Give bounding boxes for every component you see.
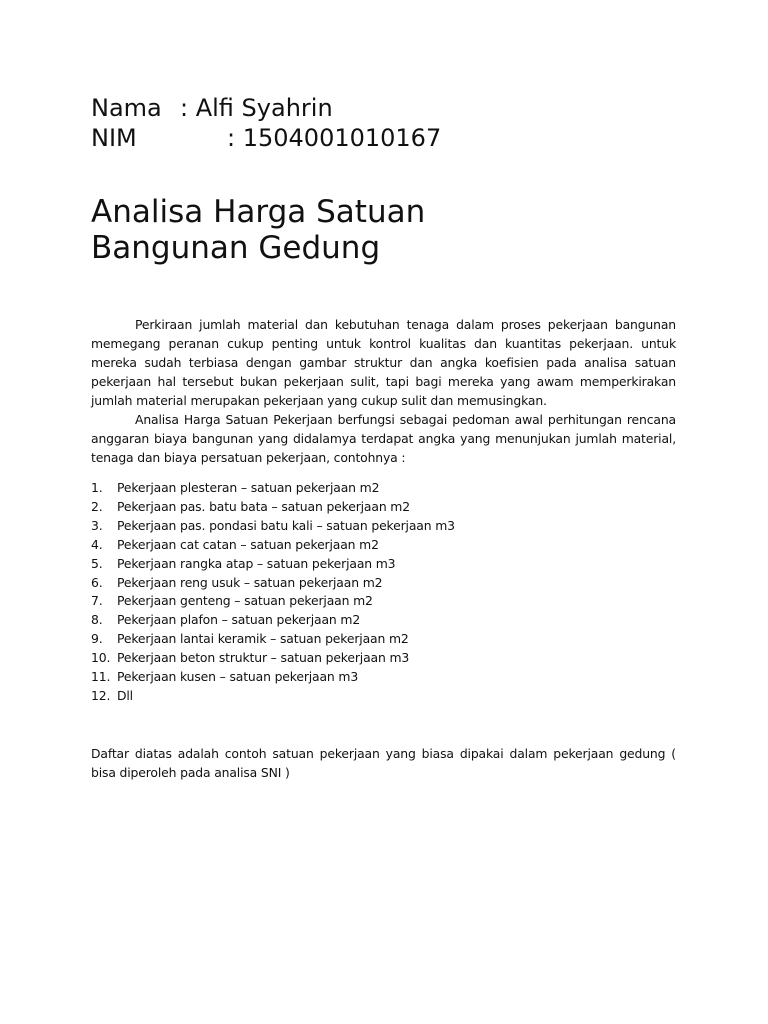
list-item <box>91 517 676 536</box>
list-item-number: 5. <box>91 555 103 571</box>
work-unit-list <box>91 479 676 706</box>
list-item-number: 7. <box>91 593 103 609</box>
list-item-number: 2. <box>91 498 103 514</box>
list-item-text: Pekerjaan pas. pondasi batu kali – satuan pekerjaan m3 <box>117 517 455 533</box>
list-item <box>91 668 676 687</box>
list-item-text: Pekerjaan lantai keramik – satuan pekerjaan m2 <box>117 631 409 647</box>
student-identity-block <box>91 93 442 153</box>
list-item <box>91 498 676 517</box>
name-row <box>91 93 333 123</box>
list-item-number: 12. <box>91 687 111 703</box>
list-item-number: 8. <box>91 612 103 628</box>
nim-value: : 1504001010167 <box>227 124 442 152</box>
list-item-text: Pekerjaan beton struktur – satuan pekerjaan m3 <box>117 650 410 666</box>
list-item-text: Pekerjaan pas. batu bata – satuan pekerjaan m2 <box>117 498 410 514</box>
list-item <box>91 630 676 649</box>
name-label: Nama <box>91 94 162 122</box>
list-item-number: 11. <box>91 669 111 685</box>
document-title <box>91 194 425 266</box>
paragraph-1 <box>91 315 676 410</box>
paragraph-2 <box>91 410 676 467</box>
list-item <box>91 479 676 498</box>
list-item-number: 4. <box>91 536 103 552</box>
list-item-text: Pekerjaan genteng – satuan pekerjaan m2 <box>117 593 373 609</box>
nim-row <box>91 123 442 153</box>
document-title-line-1: Analisa Harga Satuan <box>91 194 426 230</box>
list-item-text: Dll <box>117 687 133 703</box>
list-item <box>91 592 676 611</box>
list-item <box>91 687 676 706</box>
list-item-number: 10. <box>91 650 111 666</box>
list-item-number: 1. <box>91 480 103 495</box>
paragraph-2-text: Analisa Harga Satuan Pekerjaan berfungsi sebagai pedoman awal perhitungan rencana anggaran biaya bangunan yang didalamya terdapat angka yang menunjukan jumlah material, tenaga dan biaya persatuan pekerjaan, contohnya : <box>91 412 676 465</box>
list-item-text: Pekerjaan rangka atap – satuan pekerjaan m3 <box>117 555 396 571</box>
list-item-text: Pekerjaan plesteran – satuan pekerjaan m2 <box>117 480 380 495</box>
list-item-number: 6. <box>91 574 103 590</box>
list-item-text: Pekerjaan kusen – satuan pekerjaan m3 <box>117 669 359 685</box>
list-item <box>91 555 676 574</box>
list-item <box>91 574 676 593</box>
list-item-text: Pekerjaan cat catan – satuan pekerjaan m2 <box>117 536 379 552</box>
list-item-text: Pekerjaan reng usuk – satuan pekerjaan m2 <box>117 574 383 590</box>
list-item <box>91 649 676 668</box>
paragraph-1-text: Perkiraan jumlah material dan kebutuhan tenaga dalam proses pekerjaan bangunan memegang peranan cukup penting untuk kontrol kualitas dan kuantitas pekerjaan. untuk mereka sudah terbiasa dengan gambar struktur dan angka koefisien pada analisa satuan pekerjaan hal tersebut bukan pekerjaan sulit, tapi bagi mereka yang awam memperkirakan jumlah material merupakan pekerjaan yang cukup sulit dan memusingkan. <box>91 317 676 408</box>
nim-label: NIM <box>91 124 137 152</box>
name-value: : Alfi Syahrin <box>180 94 333 122</box>
list-item-number: 3. <box>91 517 103 533</box>
closing-paragraph: Daftar diatas adalah contoh satuan pekerjaan yang biasa dipakai dalam pekerjaan gedung ( bisa diperoleh pada analisa SNI ) <box>91 746 676 780</box>
list-item-text: Pekerjaan plafon – satuan pekerjaan m2 <box>117 612 361 628</box>
list-item-number: 9. <box>91 631 103 647</box>
document-title-line-2: Bangunan Gedung <box>91 230 381 266</box>
list-item <box>91 611 676 630</box>
list-item <box>91 536 676 555</box>
